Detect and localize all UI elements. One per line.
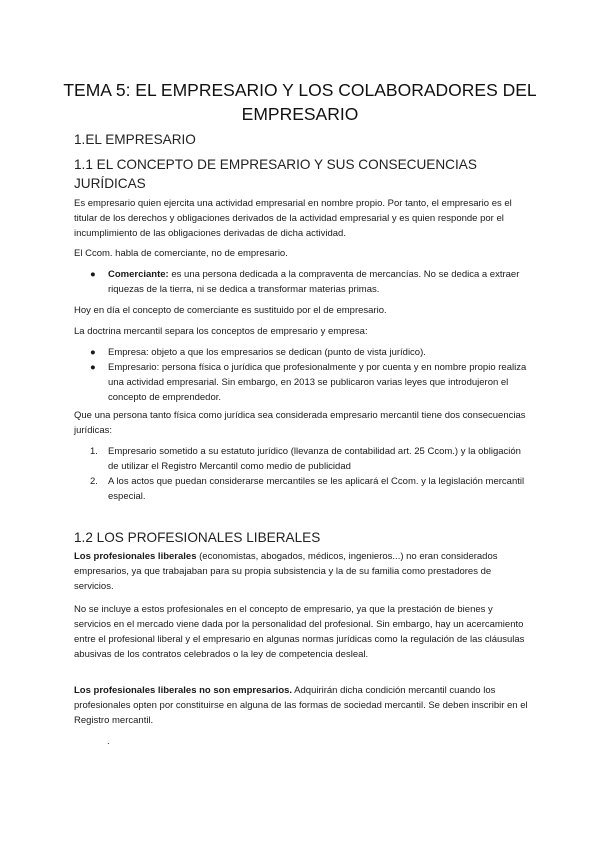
- bullet-mark: ●: [90, 347, 96, 358]
- list-number: 1.: [90, 446, 98, 457]
- section-heading-el-empresario: 1.EL EMPRESARIO: [74, 132, 196, 147]
- bold-phrase: Los profesionales liberales: [74, 551, 197, 562]
- list-item: [88, 345, 530, 360]
- paragraph-ccom-comerciante: El Ccom. habla de comerciante, no de empresario.: [74, 248, 288, 259]
- list-item-text: Empresario sometido a su estatuto jurídico (llevanza de contabilidad art. 25 Ccom.) y la obligación de utilizar el Registro Mercantil como medio de publicidad: [108, 446, 521, 472]
- paragraph-text: Adquirirán dicha condición mercantil cuando los profesionales opten por constituirse en alguna de las formas de sociedad mercantil. Se deben inscribir en el Registro mercantil.: [74, 685, 528, 726]
- list-item-text: A los actos que puedan considerarse mercantiles se les aplicará el Ccom. y la legislación mercantil especial.: [108, 476, 525, 502]
- trailing-dot: .: [107, 736, 110, 747]
- bullet-mark: ●: [90, 269, 96, 280]
- paragraph-profesionales-liberales: [74, 549, 530, 594]
- paragraph-definicion-empresario: Es empresario quien ejercita una actividad empresarial en nombre propio. Por tanto, el empresario es el titular de los derechos y obligaciones derivados de la actividad empresarial y es quien responde por el incumplimiento de las obligaciones derivadas de dicha actividad.: [74, 198, 512, 239]
- bullet-list-comerciante: [88, 267, 530, 297]
- bullet-mark: ●: [90, 362, 96, 373]
- list-item: [88, 474, 530, 504]
- numbered-list-consecuencias: [88, 444, 530, 504]
- list-item-text: Empresa: objeto a que los empresarios se dedican (punto de vista jurídico).: [108, 347, 426, 358]
- bullet-list-empresa-empresario: [88, 345, 530, 405]
- term-comerciante: Comerciante:: [108, 269, 169, 280]
- document-title: TEMA 5: EL EMPRESARIO Y LOS COLABORADORES DEL EMPRESARIO: [63, 80, 537, 124]
- list-number: 2.: [90, 476, 98, 487]
- paragraph-no-son-empresarios: [74, 683, 530, 728]
- list-item: [88, 360, 530, 405]
- paragraph-text: (economistas, abogados, médicos, ingenieros...) no eran considerados empresarios, ya que trabajaban para su propia subsistencia y la de su familia como prestadores de servicios.: [74, 551, 498, 592]
- definition-comerciante: es una persona dedicada a la compraventa de mercancías. No se dedica a extraer riquezas de la tierra, ni se dedica a transformar materias primas.: [108, 269, 520, 295]
- list-item: [88, 444, 530, 474]
- paragraph-no-se-incluye: No se incluye a estos profesionales en el concepto de empresario, ya que la prestación de bienes y servicios en el mercado viene dada por la personalidad del profesional. Sin embargo, hay un acercamiento entre el profesional liberal y el empresario en algunas normas jurídicas como la regulación de las cláusulas abusivas de los contratos celebrados o la ley de competencia desleal.: [74, 604, 525, 660]
- bold-phrase: Los profesionales liberales no son empresarios.: [74, 685, 293, 696]
- subsection-heading-profesionales-liberales: 1.2 LOS PROFESIONALES LIBERALES: [74, 530, 321, 545]
- list-item-text: Empresario: persona física o jurídica que profesionalmente y por cuenta y en nombre propio realiza una actividad empresarial. Sin embargo, en 2013 se publicaron varias leyes que introdujeron el concepto de emprendedor.: [108, 362, 527, 403]
- paragraph-consecuencias: Que una persona tanto física como jurídica sea considerada empresario mercantil tiene dos consecuencias jurídicas:: [74, 410, 526, 436]
- paragraph-hoy-en-dia: Hoy en día el concepto de comerciante es sustituido por el de empresario.: [74, 305, 387, 316]
- list-item: [88, 267, 530, 297]
- paragraph-doctrina-mercantil: La doctrina mercantil separa los conceptos de empresario y empresa:: [74, 326, 368, 337]
- subsection-heading-concepto: 1.1 EL CONCEPTO DE EMPRESARIO Y SUS CONSECUENCIAS JURÍDICAS: [74, 157, 477, 191]
